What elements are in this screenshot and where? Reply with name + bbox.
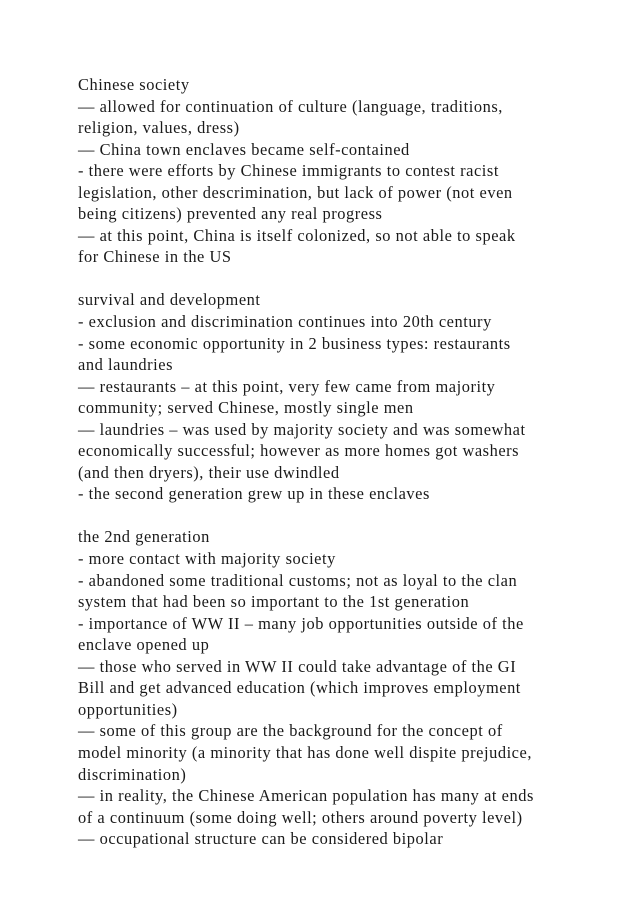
text-line: - some economic opportunity in 2 business types: restaurants — [78, 333, 511, 353]
text-line: of a continuum (some doing well; others around poverty level) — [78, 807, 523, 827]
text-line: - there were efforts by Chinese immigrants to contest racist — [78, 161, 499, 181]
text-line: legislation, other descrimination, but lack of power (not even — [78, 182, 513, 202]
blank-line — [78, 268, 618, 290]
text-line: being citizens) prevented any real progress — [78, 204, 383, 224]
text-line: system that had been so important to the 1st generation — [78, 592, 470, 612]
text-line: (and then dryers), their use dwindled — [78, 462, 340, 482]
text-line: — occupational structure can be considered bipolar — [78, 829, 444, 849]
text-line: opportunities) — [78, 699, 178, 719]
text-line: — some of this group are the background for the concept of — [78, 721, 503, 741]
text-line: model minority (a minority that has done well dispite prejudice, — [78, 742, 532, 762]
text-line: and laundries — [78, 355, 173, 375]
text-line: — laundries – was used by majority society and was somewhat — [78, 419, 526, 439]
text-line: survival and development — [78, 290, 261, 310]
text-line: — at this point, China is itself colonized, so not able to speak — [78, 225, 516, 245]
text-line: — allowed for continuation of culture (language, traditions, — [78, 96, 503, 116]
text-line: - more contact with majority society — [78, 549, 336, 569]
text-line: - the second generation grew up in these enclaves — [78, 484, 430, 504]
text-line: Chinese society — [78, 75, 190, 94]
text-line: — China town enclaves became self-contained — [78, 139, 410, 159]
text-line: economically successful; however as more homes got washers — [78, 441, 520, 461]
text-line: community; served Chinese, mostly single men — [78, 398, 414, 418]
text-line: Bill and get advanced education (which improves employment — [78, 678, 521, 698]
text-line: - abandoned some traditional customs; not as loyal to the clan — [78, 570, 518, 590]
text-line: - exclusion and discrimination continues into 20th century — [78, 312, 492, 332]
text-line: the 2nd generation — [78, 527, 210, 547]
text-line: — those who served in WW II could take advantage of the GI — [78, 656, 517, 676]
text-line: enclave opened up — [78, 635, 210, 655]
text-line: discrimination) — [78, 764, 187, 784]
text-line: — restaurants – at this point, very few came from majority — [78, 376, 496, 396]
text-line: — in reality, the Chinese American population has many at ends — [78, 786, 534, 806]
text-line: religion, values, dress) — [78, 118, 240, 138]
blank-line — [78, 505, 618, 527]
text-line: - importance of WW II – many job opportunities outside of the — [78, 613, 524, 633]
text-line: for Chinese in the US — [78, 247, 232, 267]
document-body — [78, 74, 618, 850]
